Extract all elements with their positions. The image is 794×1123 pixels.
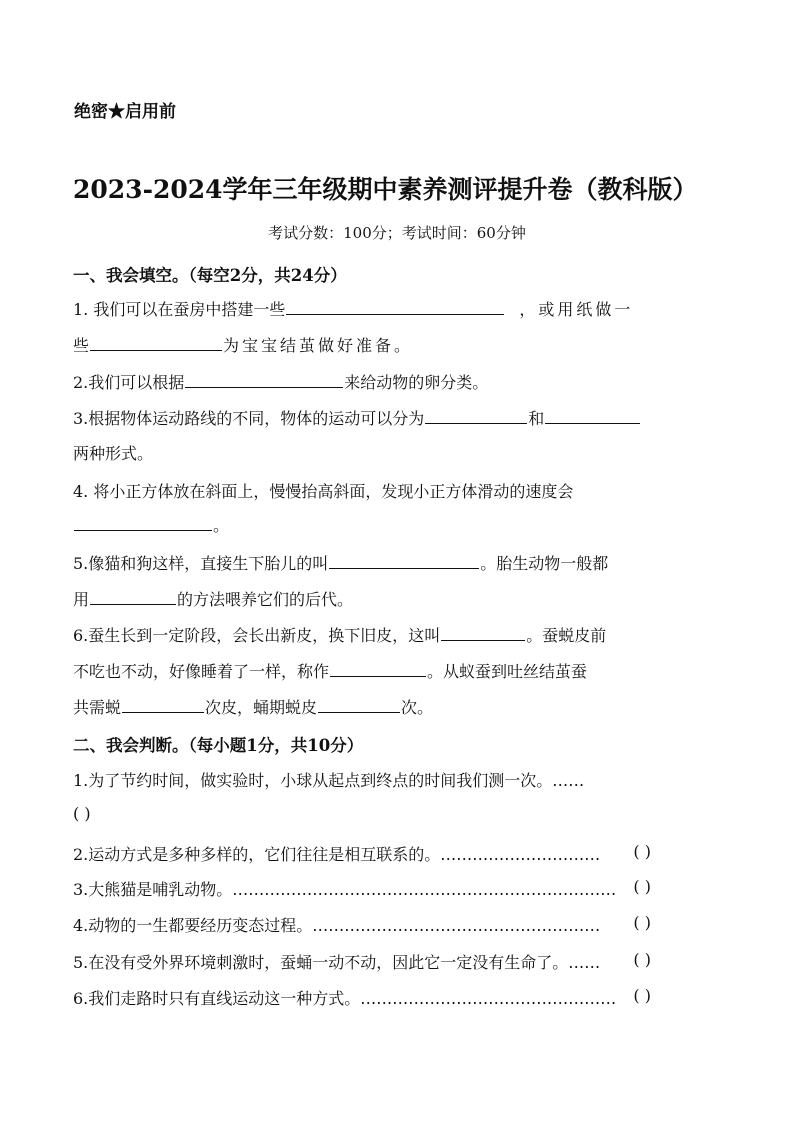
answer-blank[interactable] — [90, 334, 222, 351]
answer-blank[interactable] — [318, 696, 400, 713]
question-5-line-1: 5.像猫和狗这样，直接生下胎儿的叫 。胎生动物一般都 — [73, 554, 609, 573]
judge-2: 2.运动方式是多种多样的，它们往往是相互联系的。………………………… ( ) — [73, 842, 651, 864]
exam-info: 考试分数：100分；考试时间：60分钟 — [268, 224, 526, 242]
question-1-line-2: 些 为宝宝结茧做好准备。 — [73, 336, 414, 355]
section1-heading: 一、我会填空。（每空2分，共24分） — [73, 266, 347, 285]
answer-blank[interactable] — [122, 696, 204, 713]
secret-label: 绝密★启用前 — [74, 102, 176, 122]
answer-blank[interactable] — [545, 407, 640, 424]
judge-1-line-1: 1.为了节约时间，做实验时，小球从起点到终点的时间我们测一次。…… — [73, 771, 585, 790]
question-3-line-1: 3.根据物体运动路线的不同，物体的运动可以分为 和 — [73, 406, 641, 429]
question-5-line-2: 用 的方法喂养它们的后代。 — [73, 590, 354, 609]
judge-6: 6.我们走路时只有直线运动这一种方式。………………………………………… ( ) — [73, 986, 651, 1008]
answer-blank[interactable] — [90, 588, 176, 605]
question-6-line-3: 共需蜕 次皮，蛹期蜕皮 次。 — [73, 698, 434, 717]
answer-bracket[interactable]: ( ) — [633, 842, 651, 861]
page-title: 2023-2024学年三年级期中素养测评提升卷（教科版） — [73, 175, 698, 204]
question-2: 2.我们可以根据 来给动物的卵分类。 — [73, 373, 489, 392]
judge-4: 4.动物的一生都要经历变态过程。……………………………………………… ( ) — [73, 913, 651, 935]
question-3-line-2: 两种形式。 — [73, 444, 154, 463]
answer-bracket[interactable]: ( ) — [633, 913, 651, 932]
answer-blank[interactable] — [330, 660, 426, 677]
question-4-line-1: 4. 将小正方体放在斜面上，慢慢抬高斜面，发现小正方体滑动的速度会 — [73, 482, 574, 501]
answer-blank[interactable] — [425, 407, 527, 424]
answer-blank[interactable] — [286, 298, 504, 315]
question-4-line-2: 。 — [73, 513, 229, 536]
judge-3: 3.大熊猫是哺乳动物。……………………………………………………………… ( ) — [73, 877, 651, 899]
answer-blank[interactable] — [185, 371, 343, 388]
section2-heading: 二、我会判断。（每小题1分，共10分） — [73, 736, 364, 755]
answer-blank[interactable] — [74, 514, 212, 531]
answer-bracket[interactable]: ( ) — [633, 877, 651, 896]
question-6-line-2: 不吃也不动，好像睡着了一样，称作 。从蚁蚕到吐丝结茧蚕 — [73, 662, 588, 681]
question-6-line-1: 6.蚕生长到一定阶段，会长出新皮，换下旧皮，这叫 。蚕蜕皮前 — [73, 626, 607, 645]
answer-blank[interactable] — [441, 624, 525, 641]
question-1-line-1: 1. 我们可以在蚕房中搭建一些 ，或用纸做一 — [73, 300, 634, 319]
answer-blank[interactable] — [329, 552, 479, 569]
answer-bracket[interactable]: ( ) — [633, 950, 651, 969]
judge-5: 5.在没有受外界环境刺激时，蚕蛹一动不动，因此它一定没有生命了。…… ( ) — [73, 950, 651, 972]
answer-bracket[interactable]: ( ) — [633, 986, 651, 1005]
judge-1-answer-bracket[interactable]: ( ) — [73, 804, 91, 823]
